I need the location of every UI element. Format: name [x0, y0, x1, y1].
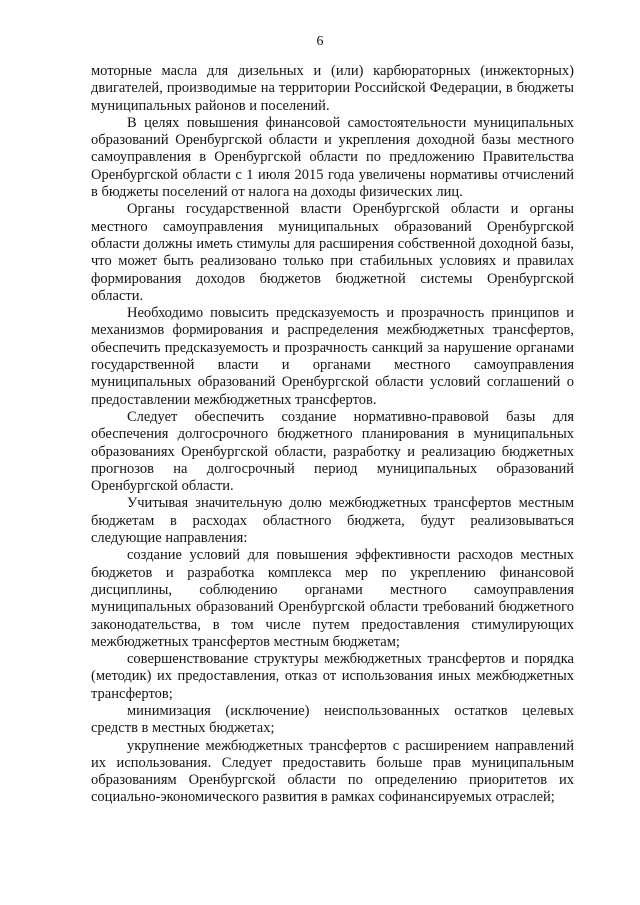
- list-item: укрупнение межбюджетных трансфертов с расширением направлений их использования. Следует предоставить больше прав муниципальным образованиям Оренбургской области по определению приоритетов их социально-экономического развития в рамках софинансируемых отраслей;: [91, 737, 574, 806]
- paragraph: Учитывая значительную долю межбюджетных трансфертов местным бюджетам в расходах областного бюджета, будут реализовываться следующие направления:: [91, 495, 574, 547]
- paragraph: В целях повышения финансовой самостоятельности муниципальных образований Оренбургской области и укрепления доходной базы местного самоуправления в Оренбургской области по предложению Правительства Оренбургской области с 1 июля 2015 года увеличены нормативы отчислений в бюджеты поселений от налога на доходы физических лиц.: [91, 114, 574, 201]
- paragraph: Необходимо повысить предсказуемость и прозрачность принципов и механизмов формирования и распределения межбюджетных трансфертов, обеспечить предсказуемость и прозрачность санкций за нарушение органами государственной власти и органами местного самоуправления муниципальных образований Оренбургской области условий соглашений о предоставлении межбюджетных трансфертов.: [91, 305, 574, 408]
- paragraph: Следует обеспечить создание нормативно-правовой базы для обеспечения долгосрочного бюджетного планирования в муниципальных образованиях Оренбургской области, разработку и реализацию бюджетных прогнозов на долгосрочный период муниципальных образований Оренбургской области.: [91, 408, 574, 495]
- page-number: 6: [316, 34, 324, 49]
- list-item: минимизация (исключение) неиспользованных остатков целевых средств в местных бюджетах;: [91, 702, 574, 737]
- paragraph: моторные масла для дизельных и (или) карбюраторных (инжекторных) двигателей, производимые на территории Российской Федерации, в бюджеты муниципальных районов и поселений.: [91, 63, 574, 114]
- document-body: [91, 63, 574, 807]
- list-item: создание условий для повышения эффективности расходов местных бюджетов и разработка комплекса мер по укреплению финансовой дисциплины, соблюдению органами местного самоуправления муниципальных образований Оренбургской области требований бюджетного законодательства, в том числе путем предоставления стимулирующих межбюджетных трансфертов местным бюджетам;: [91, 547, 574, 650]
- paragraph: Органы государственной власти Оренбургской области и органы местного самоуправления муниципальных образований Оренбургской области должны иметь стимулы для расширения собственной доходной базы, что может быть реализовано только при стабильных условиях и правилах формирования доходов бюджетов бюджетной системы Оренбургской области.: [91, 201, 574, 304]
- list-item: совершенствование структуры межбюджетных трансфертов и порядка (методик) их предоставления, отказ от использования иных межбюджетных трансфертов;: [91, 651, 574, 702]
